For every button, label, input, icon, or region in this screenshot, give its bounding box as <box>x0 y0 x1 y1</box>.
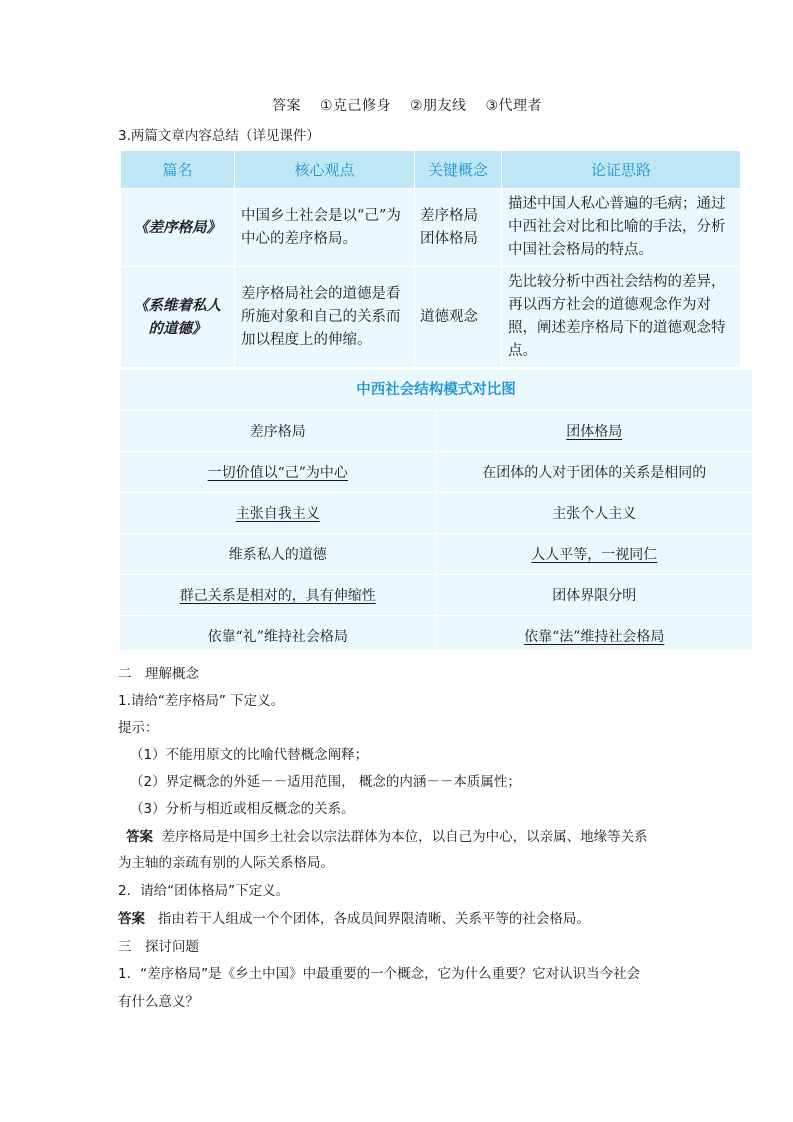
answer-2-text: 指由若干人组成一个个团体，各成员间界限清晰、关系平等的社会格局。 <box>157 911 590 927</box>
hint-label: 提示： <box>118 720 159 736</box>
question-2: 2．请给“团体格局”下定义。 <box>118 883 290 899</box>
table-row <box>120 493 752 534</box>
answer-1-cont: 为主轴的亲疏有别的人际关系格局。 <box>118 855 334 871</box>
hint-1: （1）不能用原文的比喻代替概念阐释； <box>130 747 369 763</box>
right-cell: 团体界限分明 <box>436 575 753 615</box>
part-3-question-1: 1．“差序格局”是《乡土中国》中最重要的一个概念，它为什么重要？它对认识当今社会 <box>118 966 641 982</box>
table-row <box>120 616 752 656</box>
right-cell: 在团体的人对于团体的关系是相同的 <box>436 452 753 492</box>
header-view: 核心观点 <box>235 151 415 189</box>
comparison-title: 中西社会结构模式对比图 <box>120 370 752 411</box>
part-3-heading: 三 探讨问题 <box>118 939 199 955</box>
part-2-heading: 二 理解概念 <box>118 666 199 682</box>
comparison-table <box>120 370 752 650</box>
answer-item-1: ①克己修身 <box>319 98 392 114</box>
answer-2 <box>118 907 590 927</box>
answer-item-2: ②朋友线 <box>409 98 467 114</box>
table-row <box>120 575 752 616</box>
table-row <box>121 189 741 267</box>
header-method: 论证思路 <box>502 151 741 189</box>
left-cell: 依靠“礼”维持社会格局 <box>207 629 348 645</box>
argument-method: 先比较分析中西社会结构的差异，再以西方社会的道德观念作为对照，阐述差序格局下的道德观念特点。 <box>502 267 741 368</box>
part-3-question-1-cont: 有什么意义？ <box>118 994 199 1010</box>
answer-1-text: 差序格局是中国乡土社会以宗法群体为本位，以自己为中心，以亲属、地缘等关系 <box>161 829 648 845</box>
header-title: 篇名 <box>121 151 235 189</box>
header-concept: 关键概念 <box>415 151 502 189</box>
hint-3: （3）分析与相近或相反概念的关系。 <box>130 801 355 817</box>
key-concept: 差序格局 团体格局 <box>415 189 502 267</box>
left-cell: 一切价值以“己”为中心 <box>207 465 348 481</box>
left-cell: 差序格局 <box>249 424 306 440</box>
article-name: 《系维着私人的道德》 <box>121 267 235 368</box>
left-cell: 群己关系是相对的，具有伸缩性 <box>179 588 376 604</box>
right-cell: 团体格局 <box>566 424 623 440</box>
right-cell: 人人平等，一视同仁 <box>531 547 658 563</box>
table-row <box>120 411 752 452</box>
table-row <box>120 452 752 493</box>
hint-2: （2）界定概念的外延－－适用范围， 概念的内涵－－本质属性； <box>130 774 521 790</box>
question-1: 1.请给“差序格局” 下定义。 <box>118 693 285 709</box>
answer-label: 答案 <box>118 911 145 927</box>
core-view: 中国乡土社会是以“己”为中心的差序格局。 <box>235 189 415 267</box>
answer-1 <box>126 825 648 845</box>
answer-line <box>272 95 556 115</box>
answer-label: 答案 <box>272 98 301 114</box>
right-cell: 主张个人主义 <box>436 493 753 533</box>
right-cell: 依靠“法”维持社会格局 <box>524 629 665 645</box>
article-name: 《差序格局》 <box>121 189 235 267</box>
answer-item-3: ③代理者 <box>485 98 543 114</box>
summary-table-header <box>121 151 741 189</box>
key-concept: 道德观念 <box>415 267 502 368</box>
table-row <box>121 267 741 368</box>
summary-table <box>120 150 741 368</box>
table-row <box>120 534 752 575</box>
left-cell: 维系私人的道德 <box>228 547 327 563</box>
left-cell: 主张自我主义 <box>235 506 320 522</box>
answer-label: 答案 <box>126 829 153 845</box>
argument-method: 描述中国人私心普遍的毛病；通过中西社会对比和比喻的手法，分析中国社会格局的特点。 <box>502 189 741 267</box>
core-view: 差序格局社会的道德是看所施对象和自己的关系而加以程度上的伸缩。 <box>235 267 415 368</box>
section-3-title: 3.两篇文章内容总结（详见课件） <box>118 128 320 144</box>
